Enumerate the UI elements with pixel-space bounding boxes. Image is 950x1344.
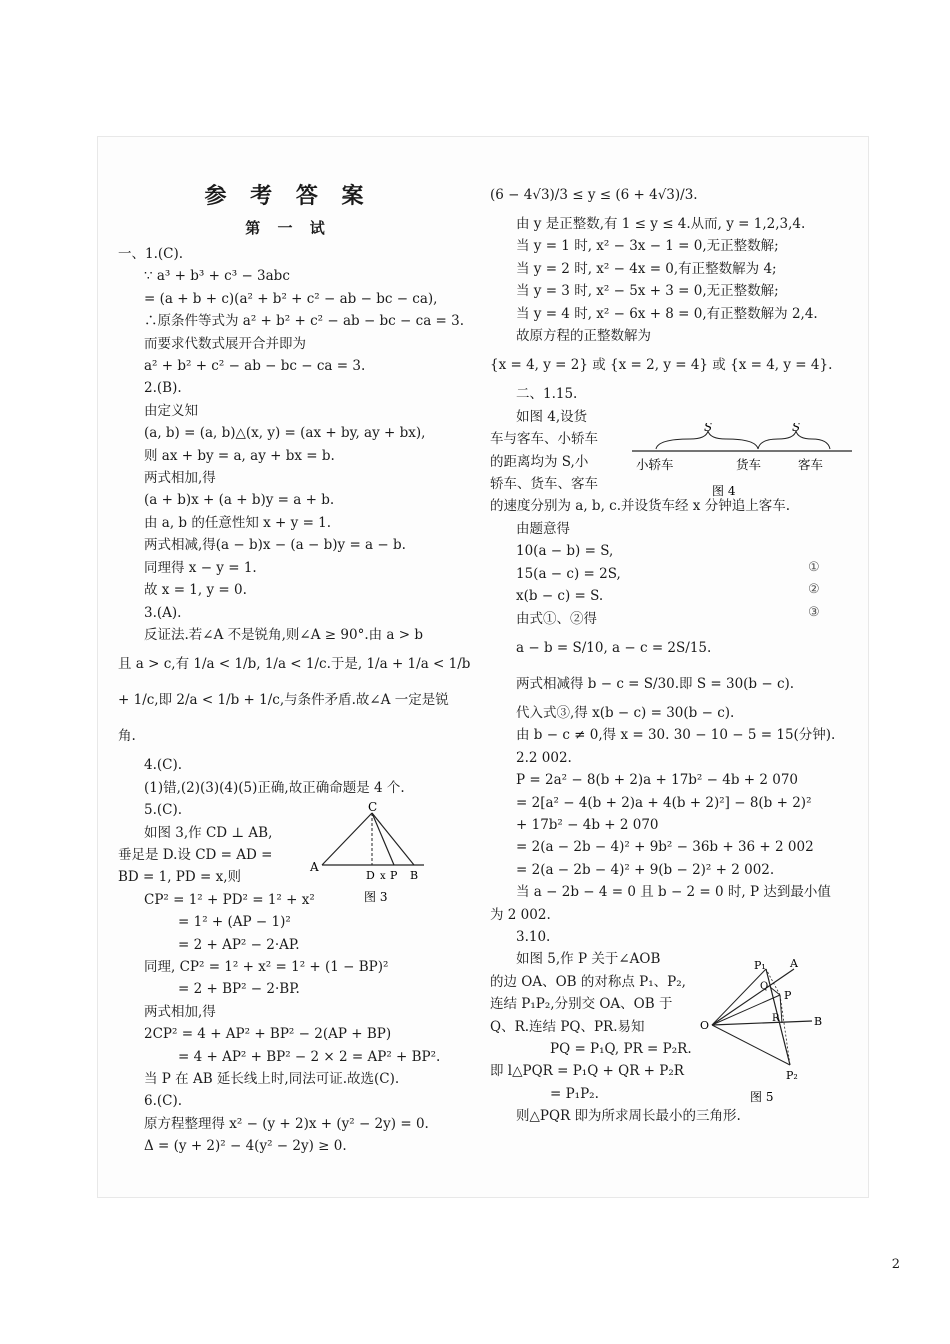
fig5-label-p2: P₂ (786, 1069, 798, 1082)
figure-5 (698, 955, 848, 1105)
right-text-line: Q、R.连结 PQ、PR.易知 (490, 1018, 645, 1035)
right-text-line: = 2(a − 2b − 4)² + 9(b − 2)² + 2 002. (516, 861, 775, 878)
right-text-line: (6 − 4√3)/3 ≤ y ≤ (6 + 4√3)/3. (490, 187, 698, 203)
right-text-line: = P₁P₂. (550, 1085, 599, 1102)
right-text-line: 15(a − c) = 2S, (516, 565, 621, 582)
left-column (118, 243, 478, 1158)
answer-sheet (97, 136, 869, 1198)
figure-3 (306, 801, 436, 911)
left-text-line: ∴原条件等式为 a² + b² + c² − ab − bc − ca = 3. (144, 313, 465, 330)
fig5-label-b: B (814, 1015, 823, 1028)
left-text-line: = 4 + AP² + BP² − 2 × 2 = AP² + BP². (178, 1048, 441, 1065)
right-text-line: 当 y = 1 时, x² − 3x − 1 = 0,无正整数解; (516, 238, 779, 255)
right-text-line: 的距离均为 S,小 (490, 453, 589, 470)
left-text-line: + 1/c,即 2/a < 1/b + 1/c,与条件矛盾.故∠A 一定是锐 (118, 692, 449, 709)
right-text-line: 为 2 002. (490, 906, 551, 923)
left-text-line: 同理, CP² = 1² + x² = 1² + (1 − BP)² (144, 958, 389, 975)
left-text-line: = 2 + AP² − 2·AP. (178, 936, 300, 953)
right-text-line: x(b − c) = S. (516, 588, 604, 605)
fig3-label-p: P (390, 869, 398, 882)
left-text-line: 故 x = 1, y = 0. (144, 582, 247, 599)
page-number: 2 (891, 1257, 900, 1272)
right-text-line: + 17b² − 4b + 2 070 (516, 816, 659, 833)
left-text-line: = 1² + (AP − 1)² (178, 914, 291, 931)
left-text-line: 2.(B). (144, 380, 182, 397)
right-text-line: 如图 5,作 P 关于∠AOB (516, 951, 661, 968)
figure-4 (628, 423, 858, 503)
left-text-line: 反证法.若∠A 不是锐角,则∠A ≥ 90°.由 a > b (144, 626, 423, 643)
right-text-line: 的速度分别为 a, b, c.并设货车经 x 分钟追上客车. (490, 498, 790, 515)
right-text-line: 连结 P₁P₂,分别交 OA、OB 于 (490, 996, 673, 1013)
right-text-line: 当 y = 3 时, x² − 5x + 3 = 0,无正整数解; (516, 283, 779, 300)
right-text-line: P = 2a² − 8(b + 2)a + 17b² − 4b + 2 070 (516, 772, 799, 789)
eq-mark-2: ② (808, 582, 820, 598)
fig3-label-a: A (310, 860, 319, 874)
fig4-label-truck: 货车 (736, 457, 762, 472)
right-text-line: 如图 4,设货 (516, 408, 588, 425)
left-text-line: 两式相加,得 (144, 1003, 216, 1020)
fig4-label-car: 小轿车 (636, 457, 674, 472)
page-title: 参 考 答 案 (204, 183, 372, 209)
fig5-caption: 图 5 (750, 1090, 774, 1104)
left-text-line: 一、1.(C). (118, 246, 184, 262)
right-text-line: 即 l△PQR = P₁Q + QR + P₂R (490, 1063, 684, 1080)
left-text-line: 4.(C). (144, 757, 183, 774)
fig4-label-bus: 客车 (798, 457, 824, 472)
left-text-line: 角. (118, 728, 136, 745)
figure-4-diagram (628, 423, 858, 503)
left-text-line: 而要求代数式展开合并即为 (144, 335, 306, 352)
left-text-line: CP² = 1² + PD² = 1² + x² (144, 891, 315, 908)
right-text-line: 的边 OA、OB 的对称点 P₁、P₂, (490, 973, 686, 990)
right-text-line: 由式①、②得 (516, 610, 597, 627)
right-text-line: {x = 4, y = 2} 或 {x = 2, y = 4} 或 {x = 4, y = 4}. (490, 357, 833, 374)
fig4-caption: 图 4 (712, 484, 736, 498)
fig4-distance-s2: S (792, 423, 801, 434)
right-text-line: 车与客车、小轿车 (490, 431, 598, 448)
fig5-label-p: P (784, 989, 792, 1002)
right-text-line: 2.2 002. (516, 749, 572, 766)
left-text-line: (1)错,(2)(3)(4)(5)正确,故正确命题是 4 个. (144, 779, 405, 796)
equation-markers (808, 557, 838, 629)
left-text-line: 则 ax + by = a, ay + bx = b. (144, 447, 335, 464)
left-text-line: 当 P 在 AB 延长线上时,同法可证.故选(C). (144, 1071, 400, 1087)
fig5-label-q: Q (760, 981, 769, 992)
left-text-line: 同理得 x − y = 1. (144, 559, 257, 576)
fig5-label-o: O (700, 1019, 710, 1032)
left-text-line: 两式相减,得(a − b)x − (a − b)y = a − b. (144, 537, 406, 554)
fig3-label-x: x (380, 871, 386, 882)
fig4-distance-s1: S (704, 423, 713, 434)
eq-mark-1: ① (808, 560, 820, 575)
left-text-line: a² + b² + c² − ab − bc − ca = 3. (144, 358, 366, 375)
fig3-label-d: D (366, 869, 375, 882)
right-text-line: 当 y = 4 时, x² − 6x + 8 = 0,有正整数解为 2,4. (516, 305, 818, 322)
left-text-line: 原方程整理得 x² − (y + 2)x + (y² − 2y) = 0. (144, 1115, 429, 1132)
right-text-line: PQ = P₁Q, PR = P₂R. (550, 1041, 692, 1057)
right-text-line: a − b = S/10, a − c = 2S/15. (516, 639, 712, 656)
figure-3-diagram (306, 801, 436, 911)
left-text-line: 6.(C). (144, 1093, 183, 1110)
right-text-line: 二、1.15. (516, 386, 578, 403)
left-text-line: 由定义知 (144, 402, 198, 419)
right-text-line: 由 b − c ≠ 0,得 x = 30. 30 − 10 − 5 = 15(分钟). (516, 727, 836, 744)
fig5-label-r: R (772, 1013, 780, 1024)
left-text-line: 由 a, b 的任意性知 x + y = 1. (144, 514, 332, 531)
left-text-line: = (a + b + c)(a² + b² + c² − ab − bc − ca), (144, 290, 438, 307)
fig3-caption: 图 3 (364, 890, 388, 904)
section-subtitle: 第 一 试 (245, 219, 331, 237)
left-text-line: 两式相加,得 (144, 470, 216, 487)
fig3-label-b: B (410, 869, 419, 882)
right-text-line: = 2[a² − 4(b + 2)a + 4(b + 2)²] − 8(b + 2)² (516, 794, 812, 811)
left-text-line: (a + b)x + (a + b)y = a + b. (144, 492, 335, 509)
right-text-line: 两式相减得 b − c = S/30.即 S = 30(b − c). (516, 675, 795, 692)
right-text-line: 故原方程的正整数解为 (516, 328, 651, 345)
left-text-line: BD = 1, PD = x,则 (118, 869, 242, 886)
right-text-line: 轿车、货车、客车 (490, 476, 598, 493)
fig5-label-a: A (790, 957, 798, 970)
left-text-line: 3.(A). (144, 604, 182, 621)
right-text-line: = 2(a − 2b − 4)² + 9b² − 36b + 36 + 2 002 (516, 839, 814, 856)
left-text-line: 5.(C). (144, 802, 183, 819)
left-text-line: 且 a > c,有 1/a < 1/b, 1/a < 1/c.于是, 1/a + 1/a < 1/b (118, 656, 471, 673)
left-text-line: = 2 + BP² − 2·BP. (178, 981, 300, 998)
left-text-line: 垂足是 D.设 CD = AD = (118, 846, 273, 863)
right-text-line: 当 y = 2 时, x² − 4x = 0,有正整数解为 4; (516, 260, 777, 277)
left-text-line: 如图 3,作 CD ⊥ AB, (144, 824, 273, 841)
right-text-line: 由 y 是正整数,有 1 ≤ y ≤ 4.从而, y = 1,2,3,4. (516, 216, 806, 232)
figure-5-diagram (698, 955, 848, 1105)
right-text-line: 代入式③,得 x(b − c) = 30(b − c). (516, 704, 735, 721)
right-text-line: 则△PQR 即为所求周长最小的三角形. (516, 1108, 741, 1125)
right-text-line: 3.10. (516, 928, 551, 945)
right-text-line: 10(a − b) = S, (516, 543, 614, 560)
eq-mark-3: ③ (808, 604, 820, 620)
fig3-label-c: C (368, 801, 378, 814)
left-text-line: (a, b) = (a, b)△(x, y) = (ax + by, ay + bx), (144, 425, 426, 442)
left-text-line: Δ = (y + 2)² − 4(y² − 2y) ≥ 0. (144, 1138, 347, 1155)
right-text-line: 当 a − 2b − 4 = 0 且 b − 2 = 0 时, P 达到最小值 (516, 884, 831, 901)
right-text-line: 由题意得 (516, 520, 570, 537)
fig5-label-p1: P₁ (754, 959, 766, 972)
left-text-line: 2CP² = 4 + AP² + BP² − 2(AP + BP) (144, 1026, 392, 1043)
left-text-line: ∵ a³ + b³ + c³ − 3abc (144, 268, 290, 285)
